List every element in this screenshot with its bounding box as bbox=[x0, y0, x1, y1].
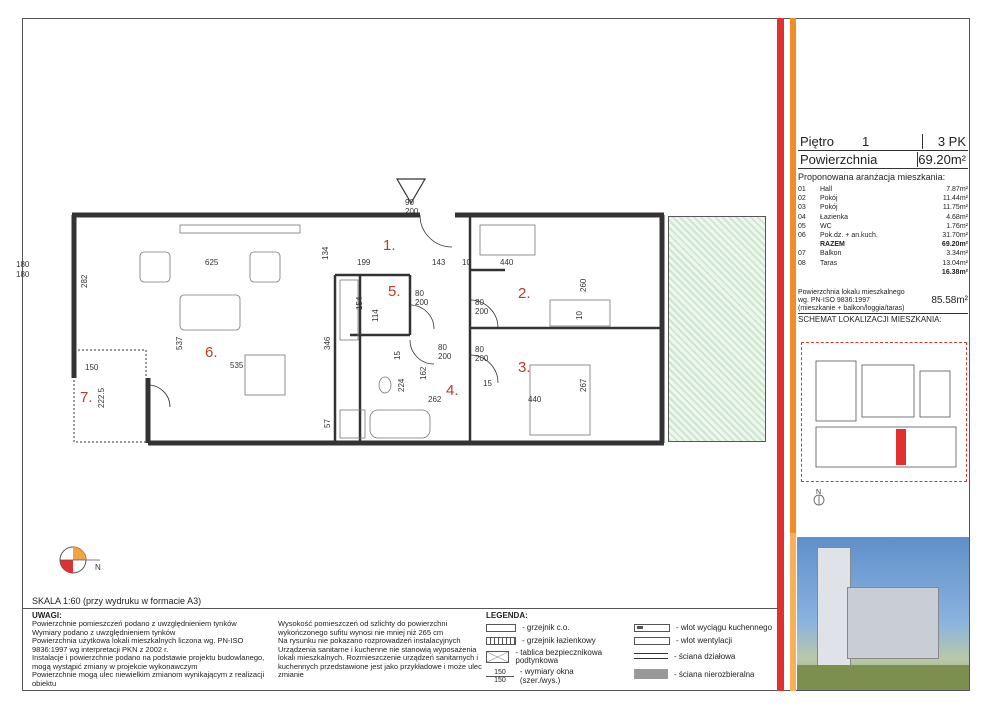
compass-icon bbox=[55, 540, 105, 580]
room-name: Pokój bbox=[820, 195, 838, 203]
info-panel bbox=[798, 133, 968, 324]
room-label-1: 1. bbox=[383, 237, 396, 254]
partition-wall-icon bbox=[634, 653, 668, 659]
room-label-3: 3. bbox=[518, 359, 531, 376]
room-list-item bbox=[798, 268, 968, 277]
usable-area-block bbox=[798, 289, 968, 314]
dim-room3-width: 440 bbox=[528, 395, 542, 404]
dim-kitchen-width: 535 bbox=[230, 361, 244, 370]
room-number: 08 bbox=[798, 259, 806, 267]
legend-item-structural-wall: - ściana nierozbieralna bbox=[674, 669, 755, 679]
dim-hall-depth: 134 bbox=[321, 246, 330, 260]
legend-item-partition-wall: - ściana działowa bbox=[674, 651, 736, 661]
note-item: Powierzchnie pomieszczeń podano z uwzględnieniem tynków bbox=[32, 619, 237, 628]
schema-north-icon bbox=[810, 486, 830, 508]
room-area: 16.38m² bbox=[941, 268, 968, 276]
fuse-box-icon bbox=[486, 651, 509, 663]
room-number bbox=[798, 268, 820, 277]
room-number: 07 bbox=[798, 250, 806, 258]
dim-57: 57 bbox=[323, 419, 332, 428]
area-label: Powierzchnia bbox=[800, 152, 878, 167]
room-label-7: 7. bbox=[80, 389, 93, 406]
note-item: Powierzchnia użytkowa lokali mieszkalnych liczona wg. PN-ISO 9836:1997 wg interpretacji PKN z 2002 r. bbox=[32, 636, 244, 654]
usable-line-3: (mieszkanie + balkon/loggia/taras) bbox=[798, 305, 905, 313]
legend-item-window-dims: - wymiary okna (szer./wys.) bbox=[519, 667, 574, 685]
room-label-4: 4. bbox=[446, 382, 459, 399]
svg-text:N: N bbox=[816, 489, 822, 496]
room-list bbox=[798, 185, 968, 277]
notes-col-2 bbox=[278, 620, 483, 680]
room-name: Pokój bbox=[820, 204, 838, 212]
dim-hall-width: 199 bbox=[357, 258, 371, 267]
usable-line-1: Powierzchnia lokalu mieszkalnego bbox=[798, 289, 905, 297]
dim-bath-width: 262 bbox=[428, 395, 442, 404]
notes-title: UWAGI: bbox=[32, 611, 62, 620]
note-item: Powierzchnie mogą ulec niewielkim zmianom wynikającym z realizacji obiektu bbox=[32, 670, 265, 688]
room-label-5: 5. bbox=[388, 283, 401, 300]
door-code-1a: 80 bbox=[475, 298, 484, 307]
terrace-hatch bbox=[668, 216, 766, 442]
structural-wall-icon bbox=[634, 669, 668, 679]
room-name: RAZEM bbox=[820, 241, 845, 249]
area-value: 69.20m² bbox=[918, 152, 966, 167]
door-code-3b: 200 bbox=[415, 298, 429, 307]
dim-114: 114 bbox=[371, 309, 380, 322]
room-list-item bbox=[798, 213, 968, 222]
room-name bbox=[820, 268, 918, 277]
dim-window-top: 180 bbox=[16, 260, 30, 269]
room-name: Łazienka bbox=[820, 213, 849, 221]
door-code-4b: 200 bbox=[438, 352, 452, 361]
room-number: 06 bbox=[798, 232, 806, 240]
room-list-item bbox=[798, 194, 968, 203]
accent-bar-red bbox=[777, 18, 784, 691]
dim-bath-2: 162 bbox=[419, 366, 428, 380]
door-code-1b: 200 bbox=[475, 307, 489, 316]
room-area: 13.04m² bbox=[942, 259, 968, 267]
floor-row bbox=[798, 133, 968, 151]
room-name: Hall bbox=[820, 186, 833, 193]
notes-col-1 bbox=[32, 620, 272, 688]
legend bbox=[486, 611, 776, 689]
room-area: 1.76m² bbox=[946, 222, 968, 230]
dim-room3-depth: 267 bbox=[579, 378, 588, 392]
room-number: 03 bbox=[798, 204, 806, 212]
area-row bbox=[798, 151, 968, 169]
svg-text:N: N bbox=[95, 563, 101, 572]
legend-item-ventilation: - wlot wentylacji bbox=[676, 636, 733, 645]
room-area: 3.34m² bbox=[946, 250, 968, 258]
dim-window-bottom: 180 bbox=[16, 270, 30, 279]
room-number: 05 bbox=[798, 222, 806, 230]
floor-label: Piętro bbox=[800, 134, 834, 149]
unit-code: 3 PK bbox=[922, 134, 966, 149]
room-list-item bbox=[798, 240, 968, 249]
room-name: Pok.dz. + an.kuch. bbox=[820, 232, 878, 240]
door-code-4a: 80 bbox=[438, 343, 447, 352]
dim-kitchen-depth: 346 bbox=[323, 336, 332, 350]
room-name: WC bbox=[820, 222, 832, 230]
room-number: 02 bbox=[798, 195, 806, 203]
ventilation-icon bbox=[634, 637, 670, 645]
usable-value: 85.58m² bbox=[931, 295, 968, 307]
window-dims-icon: 150 150 bbox=[486, 669, 514, 684]
legend-item-kitchen-exhaust: - wlot wyciągu kuchennego bbox=[676, 623, 773, 632]
room-area: 7.87m² bbox=[946, 186, 968, 193]
legend-item-radiator: - grzejnik c.o. bbox=[522, 623, 570, 632]
room-number: 04 bbox=[798, 213, 806, 221]
unit-location-marker bbox=[896, 429, 906, 465]
note-item: Wymiary podano z uwzględnieniem tynków bbox=[32, 627, 176, 637]
note-item: Na rysunku nie pokazano rozprowadzeń instalacyjnych bbox=[278, 636, 461, 645]
location-schema bbox=[801, 342, 967, 482]
room-area: 31.70m² bbox=[942, 232, 968, 240]
note-item: Urządzenia sanitarne i kuchenne nie stanowią wyposażenia lokali mieszkalnych. Rozmieszczenie urządzeń sanitarnych i kuchennych przedstawione jest jako przykładowe i może ulec zmianie bbox=[278, 644, 482, 679]
room-number: 01 bbox=[798, 186, 806, 193]
dim-living-depth: 537 bbox=[175, 336, 184, 350]
usable-line-2: wg. PN-ISO 9836:1997 bbox=[798, 297, 870, 305]
room-number bbox=[798, 240, 820, 249]
dim-154: 154 bbox=[355, 296, 364, 310]
bath-radiator-icon bbox=[486, 637, 516, 645]
room-list-item bbox=[798, 231, 968, 240]
room-area: 11.75m² bbox=[942, 204, 968, 212]
dim-hall-door: 143 bbox=[432, 258, 446, 267]
schemat-title: SCHEMAT LOKALIZACJI MIESZKANIA: bbox=[798, 315, 942, 325]
dim-room2-depth: 260 bbox=[579, 278, 588, 292]
dim-gap-2: 10 bbox=[575, 311, 584, 320]
accent-bar-orange-light bbox=[790, 533, 796, 691]
room-list-item bbox=[798, 222, 968, 231]
scale-label: SKALA 1:60 (przy wydruku w formacie A3) bbox=[32, 596, 202, 606]
room-area: 11.44m² bbox=[942, 195, 968, 203]
dim-small-15b: 15 bbox=[393, 351, 402, 360]
dim-bath-depth: 224 bbox=[397, 378, 406, 392]
dim-balcony-depth: 222.5 bbox=[97, 387, 106, 408]
dim-living-width: 625 bbox=[205, 258, 219, 267]
room-list-item bbox=[798, 259, 968, 268]
legend-item-bath-radiator: - grzejnik łazienkowy bbox=[522, 636, 596, 645]
kitchen-exhaust-icon bbox=[634, 624, 670, 632]
door-code-5b: 200 bbox=[405, 207, 419, 216]
door-code-2b: 200 bbox=[475, 354, 489, 363]
room-area: 4.68m² bbox=[946, 213, 968, 221]
dim-balcony-width: 150 bbox=[85, 363, 99, 372]
dim-small-15: 15 bbox=[483, 379, 492, 388]
note-item: Wysokość pomieszczeń od szlichty do powierzchni wykończonego sufitu wynosi nie mniej niż 265 cm bbox=[278, 619, 448, 637]
arrangement-title: Proponowana aranżacja mieszkania: bbox=[798, 172, 946, 182]
accent-bar-orange bbox=[790, 18, 796, 533]
room-name: Taras bbox=[820, 259, 838, 267]
room-area: 69.20m² bbox=[941, 241, 968, 249]
legend-item-fuse-box: - tablica bezpiecznikowa podtynkowa bbox=[515, 648, 603, 665]
radiator-icon bbox=[486, 624, 516, 632]
room-name: Balkon bbox=[820, 250, 842, 258]
door-code-5a: 90 bbox=[405, 198, 414, 207]
door-code-2a: 80 bbox=[475, 345, 484, 354]
room-label-6: 6. bbox=[205, 344, 218, 361]
building-render bbox=[797, 537, 969, 690]
room-label-2: 2. bbox=[518, 285, 531, 302]
floor-value: 1 bbox=[862, 134, 870, 149]
room-list-item bbox=[798, 203, 968, 212]
dim-gap-1: 10 bbox=[462, 258, 471, 267]
room-list-item bbox=[798, 185, 968, 194]
note-item: Instalacje i powierzchnie podano na podstawie projektu budowlanego, mogą wystąpić zmiany w projekcie wykonawczym bbox=[32, 653, 265, 671]
dim-left: 282 bbox=[80, 274, 89, 288]
dim-room2-width: 440 bbox=[500, 258, 514, 267]
room-list-item bbox=[798, 249, 968, 258]
floor-plan bbox=[16, 170, 700, 470]
door-code-3a: 80 bbox=[415, 289, 424, 298]
legend-title: LEGENDA: bbox=[486, 611, 528, 620]
